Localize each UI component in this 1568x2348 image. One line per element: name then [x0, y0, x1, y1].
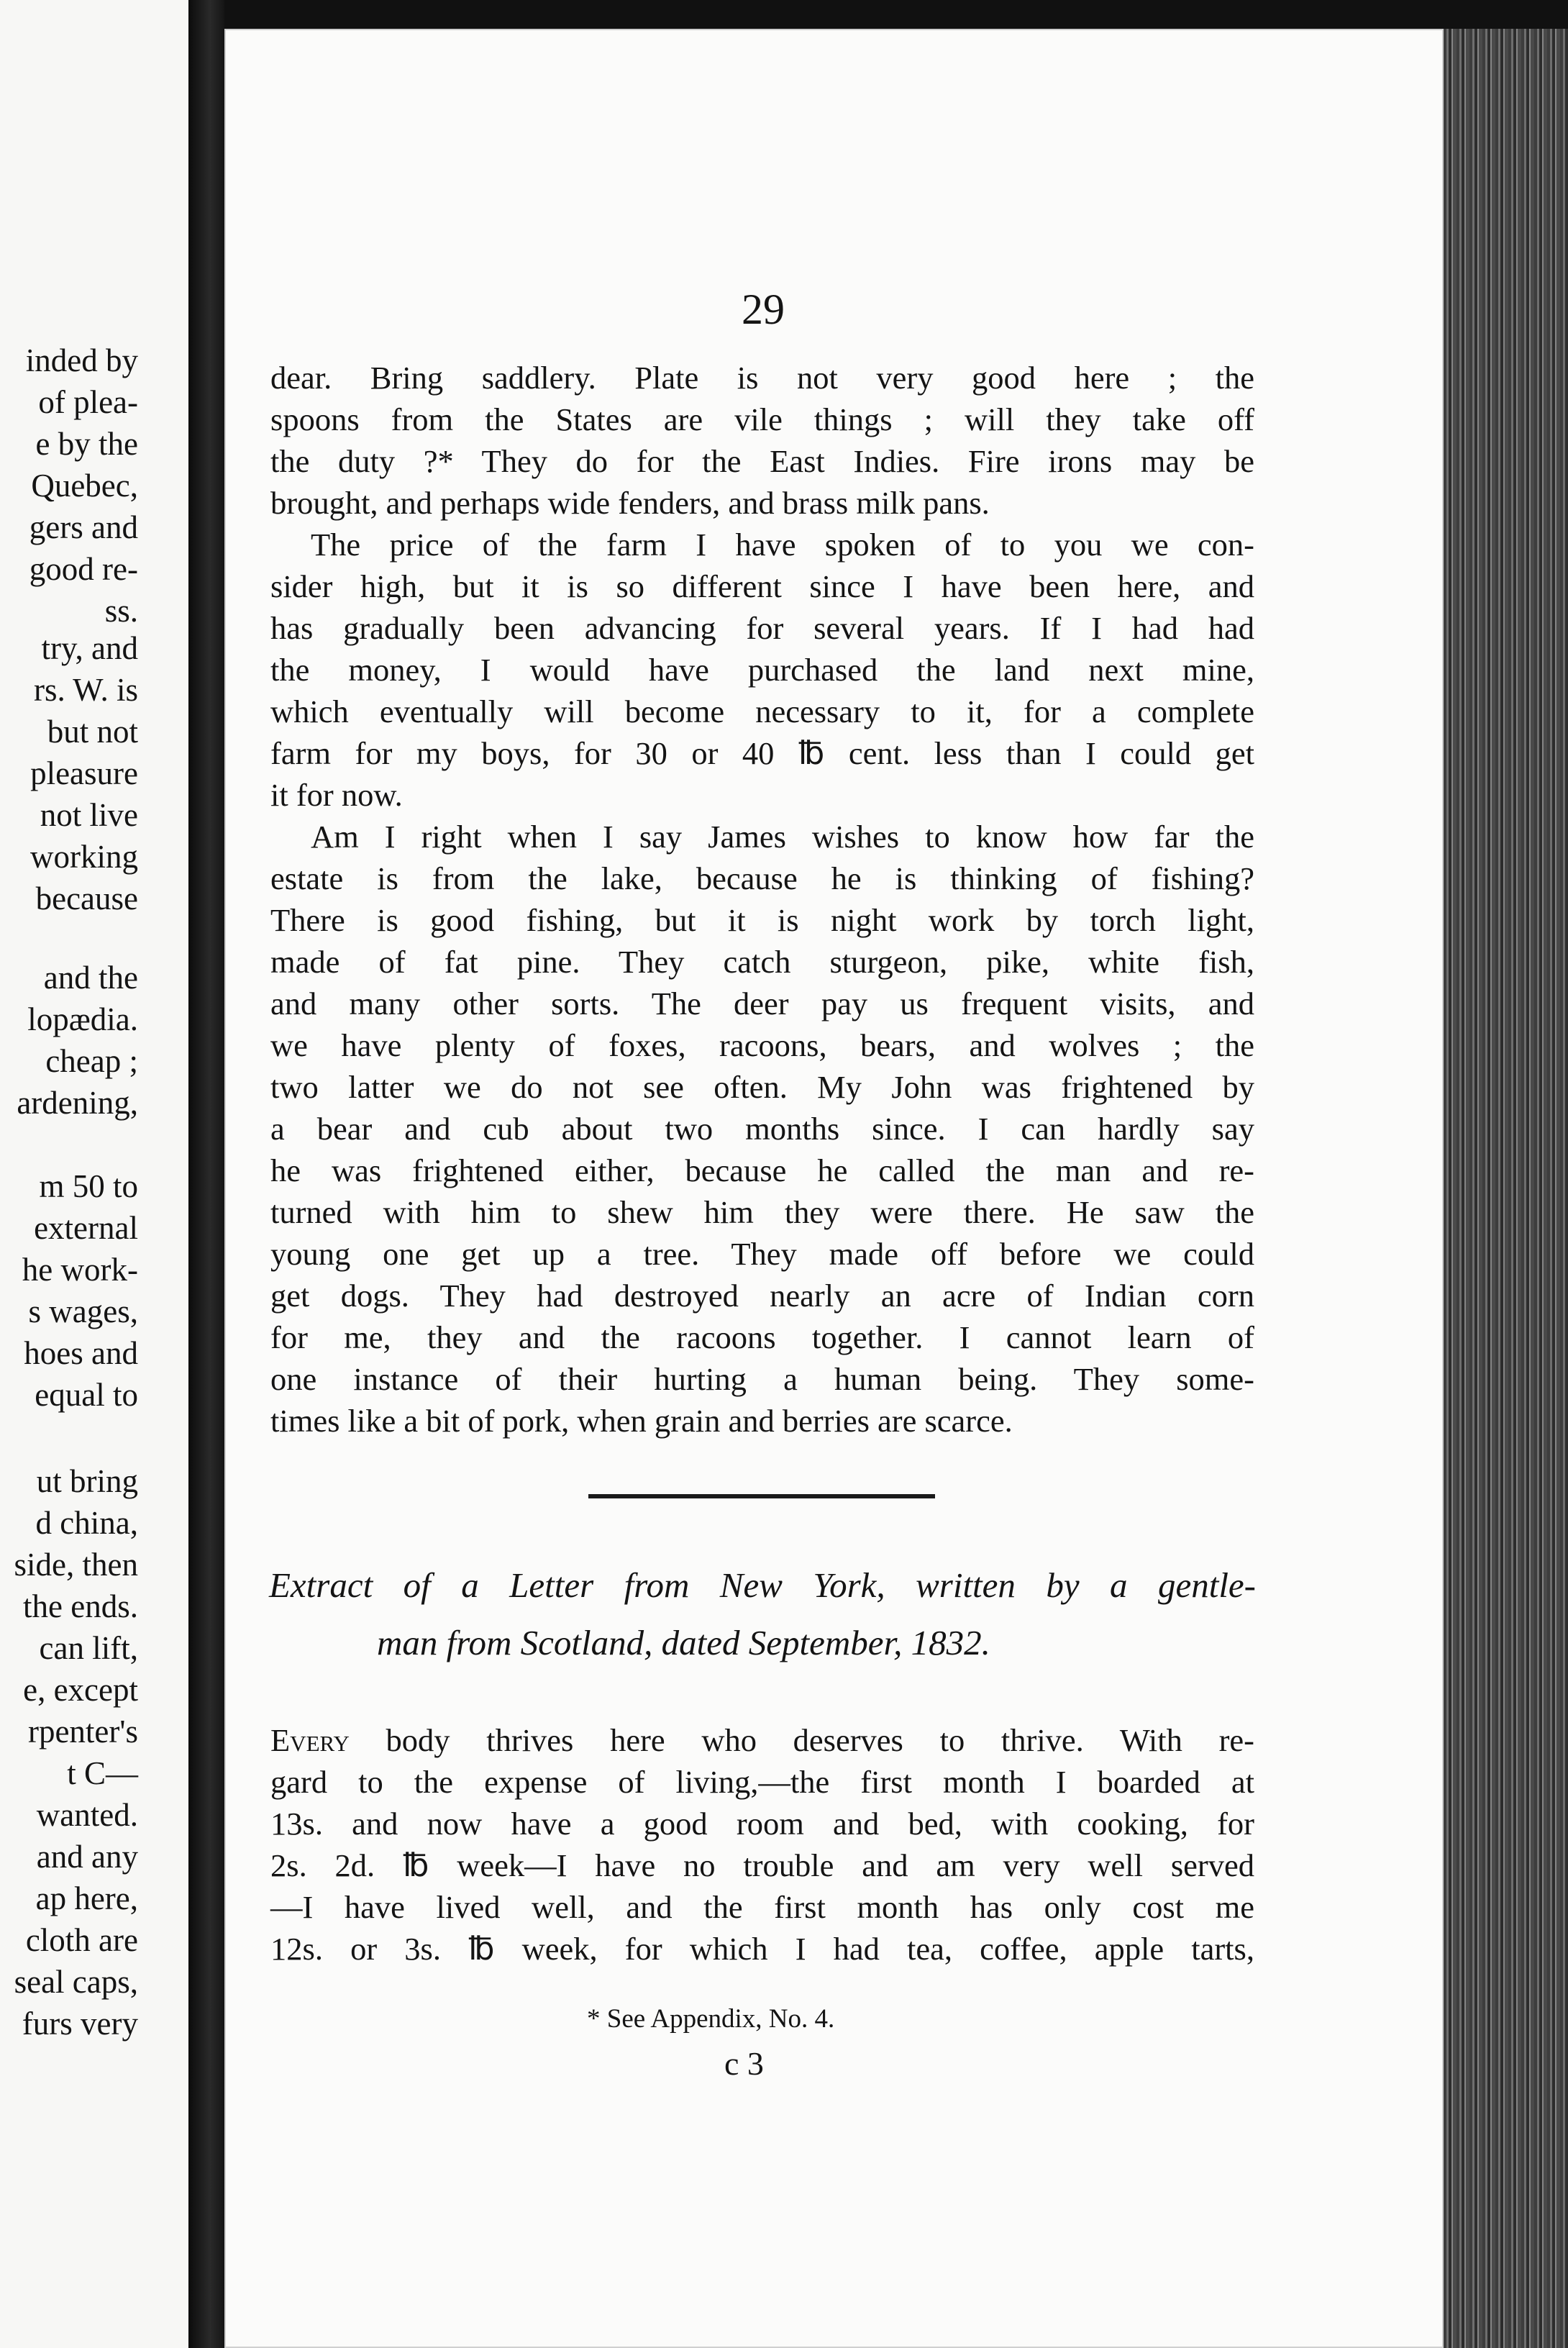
- left-page-line: because: [35, 880, 138, 916]
- left-page-line: e, except: [23, 1672, 138, 1708]
- text-line: gard to the expense of living,—the first month I boarded at: [270, 1764, 1254, 1800]
- left-page-line: try, and: [41, 630, 138, 666]
- text-line: it for now.: [270, 777, 403, 813]
- text-line: young one get up a tree. They made off before we could: [270, 1236, 1254, 1272]
- text-line: we have plenty of foxes, racoons, bears, and wolves ; the: [270, 1027, 1254, 1063]
- text-line: times like a bit of pork, when grain and berries are scarce.: [270, 1403, 1013, 1439]
- text-line: a bear and cub about two months since. I can hardly say: [270, 1111, 1254, 1147]
- text-line: which eventually will become necessary to it, for a complete: [270, 693, 1254, 729]
- text-line: the duty ?* They do for the East Indies. Fire irons may be: [270, 443, 1254, 479]
- left-page-line: but not: [47, 714, 138, 750]
- text-line: farm for my boys, for 30 or 40 ℔ cent. less than I could get: [270, 735, 1254, 771]
- left-page-line: ap here,: [35, 1880, 138, 1916]
- left-page-line: of plea-: [38, 384, 138, 420]
- left-page-line: d china,: [35, 1505, 138, 1541]
- text-line: brought, and perhaps wide fenders, and brass milk pans.: [270, 485, 990, 521]
- text-line: the money, I would have purchased the land next mine,: [270, 652, 1254, 688]
- text-line: and many other sorts. The deer pay us frequent visits, and: [270, 986, 1254, 1021]
- text-line: The price of the farm I have spoken of to you we con-: [311, 527, 1254, 563]
- text-line: estate is from the lake, because he is thinking of fishing?: [270, 860, 1254, 896]
- section-heading-line-2: man from Scotland, dated September, 1832.: [377, 1623, 990, 1662]
- text-line-rest: body thrives here who deserves to thrive. With re-: [349, 1722, 1254, 1758]
- left-page-line: rpenter's: [27, 1714, 138, 1749]
- left-page-line: seal caps,: [14, 1964, 138, 2000]
- text-line: has gradually been advancing for several years. If I had had: [270, 610, 1254, 646]
- left-page-line: t C—: [67, 1755, 138, 1791]
- section-heading-line-1: Extract of a Letter from New York, written by a gentle-: [269, 1565, 1256, 1605]
- section-divider: [588, 1494, 935, 1498]
- left-page-line: pleasure: [30, 755, 138, 791]
- text-line: he was frightened either, because he called the man and re-: [270, 1152, 1254, 1188]
- left-page-line: hoes and: [24, 1335, 138, 1371]
- text-line: —I have lived well, and the first month has only cost me: [270, 1889, 1254, 1925]
- left-page-line: rs. W. is: [33, 672, 138, 708]
- left-page-line: he work-: [22, 1252, 138, 1288]
- text-line: spoons from the States are vile things ; will they take off: [270, 401, 1254, 437]
- left-page-line: equal to: [35, 1377, 138, 1413]
- left-page-line: cloth are: [25, 1922, 138, 1958]
- left-page-line: ss.: [104, 593, 138, 629]
- left-page-line: not live: [40, 797, 138, 833]
- left-page-line: lopædia.: [27, 1001, 138, 1037]
- left-page-line: furs very: [22, 2006, 138, 2042]
- text-line: Am I right when I say James wishes to know how far the: [311, 819, 1254, 855]
- left-page-line: wanted.: [36, 1797, 138, 1833]
- left-page-line: side, then: [14, 1547, 138, 1583]
- left-page-line: s wages,: [28, 1293, 138, 1329]
- scan-top-border: [224, 0, 1568, 29]
- left-page-line: Quebec,: [31, 468, 138, 504]
- text-line: [270, 1719, 1254, 1761]
- left-page-line: working: [30, 839, 138, 875]
- signature-mark: c 3: [724, 2045, 764, 2082]
- left-page-line: e by the: [35, 426, 138, 462]
- left-page-line: can lift,: [39, 1630, 138, 1666]
- left-page-line: and the: [43, 960, 138, 996]
- text-line: two latter we do not see often. My John was frightened by: [270, 1069, 1254, 1105]
- left-page-line: gers and: [29, 509, 138, 545]
- page-edges: [1444, 29, 1568, 2348]
- page-number: 29: [742, 286, 785, 333]
- left-page-line: cheap ;: [45, 1043, 138, 1079]
- text-line: one instance of their hurting a human being. They some-: [270, 1361, 1254, 1397]
- left-page-line: inded by: [25, 342, 138, 378]
- text-line: for me, they and the racoons together. I cannot learn of: [270, 1319, 1254, 1355]
- left-page-line: external: [34, 1210, 138, 1246]
- book-gutter: [188, 0, 224, 2348]
- footnote: * See Appendix, No. 4.: [587, 2004, 835, 2034]
- left-page-line: and any: [36, 1839, 138, 1875]
- text-line: There is good fishing, but it is night work by torch light,: [270, 902, 1254, 938]
- text-line: get dogs. They had destroyed nearly an acre of Indian corn: [270, 1278, 1254, 1314]
- text-line: sider high, but it is so different since I have been here, and: [270, 568, 1254, 604]
- previous-page-fragment: [0, 0, 188, 2348]
- text-line: 2s. 2d. ℔ week—I have no trouble and am very well served: [270, 1847, 1254, 1883]
- left-page-line: ardening,: [17, 1085, 138, 1121]
- left-page-line: ut bring: [36, 1463, 138, 1499]
- left-page-line: good re-: [29, 551, 138, 587]
- left-page-line: the ends.: [23, 1588, 138, 1624]
- drop-word: Every: [270, 1722, 350, 1758]
- text-line: dear. Bring saddlery. Plate is not very good here ; the: [270, 360, 1254, 396]
- left-page-line: m 50 to: [39, 1168, 138, 1204]
- text-line: turned with him to shew him they were there. He saw the: [270, 1194, 1254, 1230]
- text-line: 12s. or 3s. ℔ week, for which I had tea, coffee, apple tarts,: [270, 1931, 1254, 1967]
- text-line: made of fat pine. They catch sturgeon, pike, white fish,: [270, 944, 1254, 980]
- text-line: 13s. and now have a good room and bed, with cooking, for: [270, 1806, 1254, 1842]
